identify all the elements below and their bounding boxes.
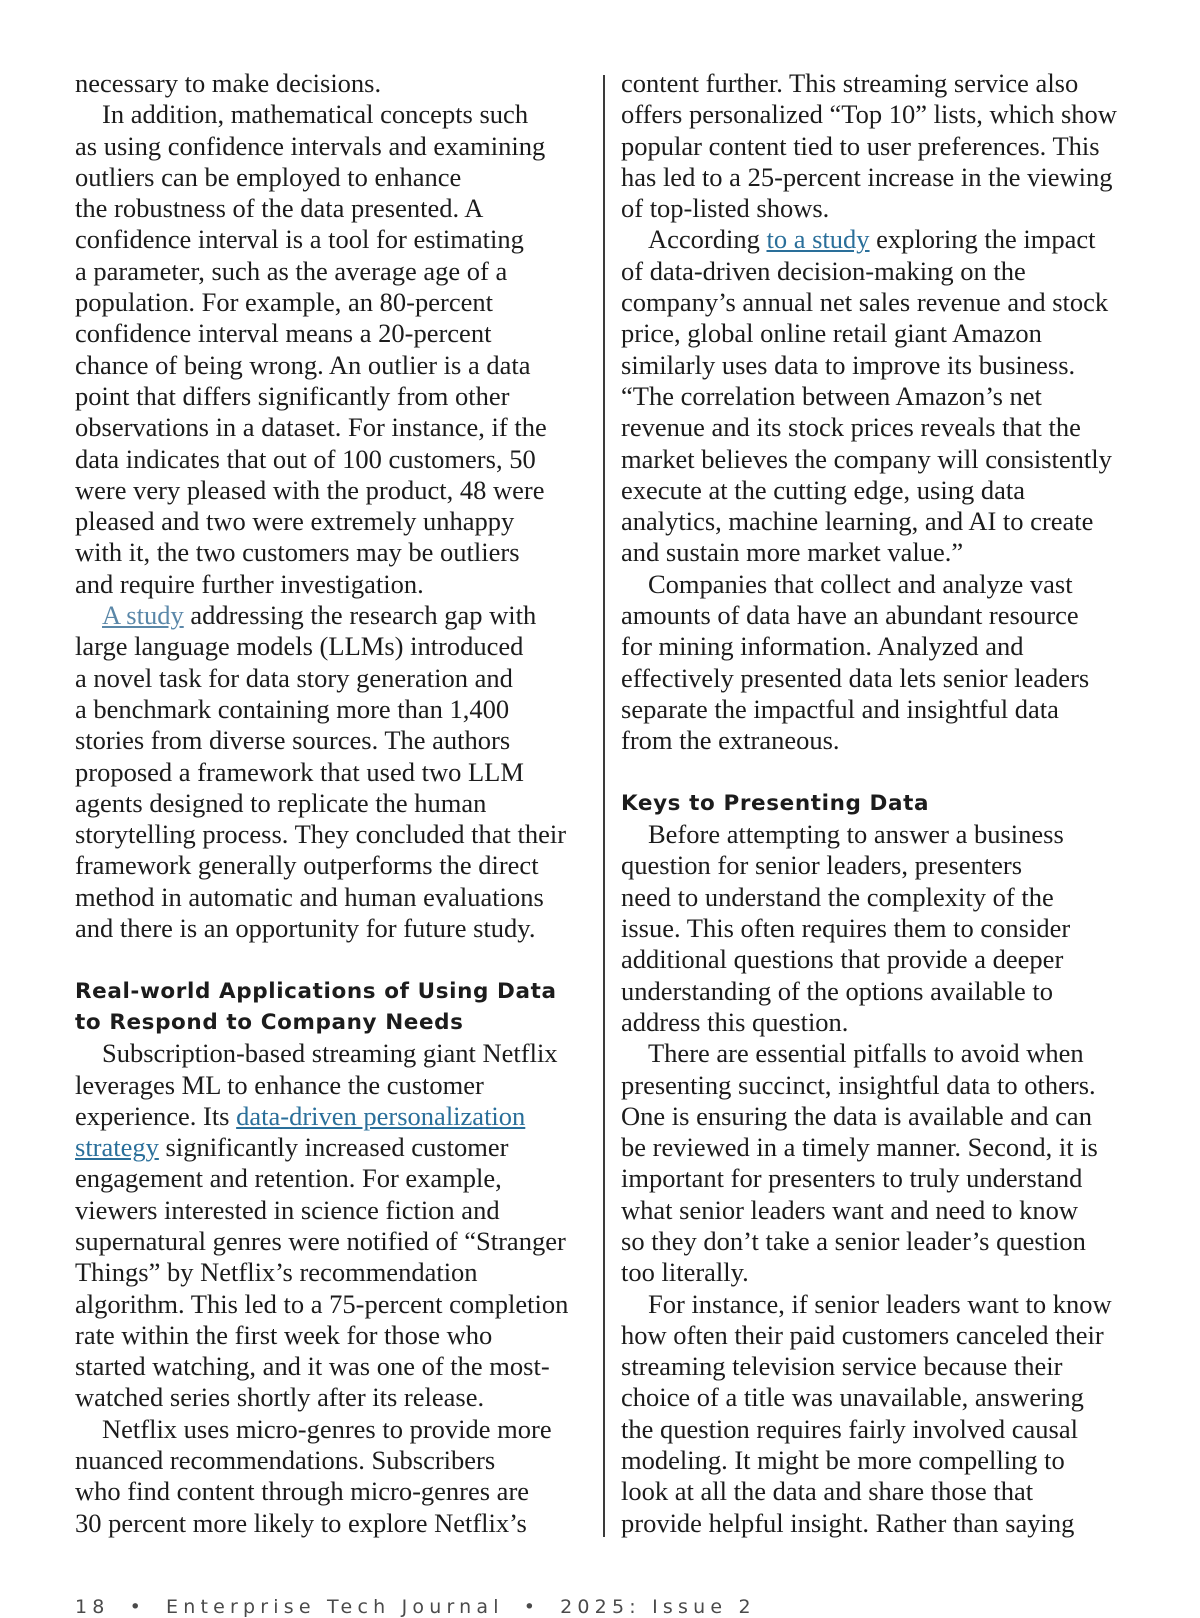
text-line: In addition, mathematical concepts such [102,99,529,130]
text-line: understanding of the options available to [621,975,1053,1006]
text-line: with it, the two customers may be outliers [75,537,520,568]
text-line: important for presenters to truly understand [621,1163,1083,1194]
text-line [75,600,595,631]
text-line: a novel task for data story generation and [75,662,513,693]
issue-label: 2025: Issue 2 [560,1596,756,1618]
text-line: issue. This often requires them to consider [621,913,1071,944]
text-line: stories from diverse sources. The authors [75,725,511,756]
text-line: confidence interval is a tool for estimating [75,224,524,255]
right-column [621,68,1141,1539]
text-line: separate the impactful and insightful data [621,693,1059,724]
text-line: and sustain more market value.” [621,537,964,568]
text-line: chance of being wrong. An outlier is a data [75,349,531,380]
text-line: presenting succinct, insightful data to others. [621,1069,1096,1100]
text-line: company’s annual net sales revenue and stock [621,287,1109,318]
text-line: look at all the data and share those that [621,1476,1034,1507]
text-line: choice of a title was unavailable, answering [621,1382,1084,1413]
text-line: agents designed to replicate the human [75,787,487,818]
text-line: effectively presented data lets senior leaders [621,662,1090,693]
paragraph-spacer [621,757,1141,788]
text-line: provide helpful insight. Rather than saying [621,1507,1075,1538]
text-line: nuanced recommendations. Subscribers [75,1445,496,1476]
page-footer [75,1596,756,1618]
text-line: how often their paid customers canceled their [621,1319,1104,1350]
text-line: has led to a 25-percent increase in the viewing [621,161,1113,192]
footer-separator: • [129,1596,146,1618]
text-line: similarly uses data to improve its business. [621,349,1076,380]
text-line: Subscription-based streaming giant Netflix [102,1038,558,1069]
footer-separator: • [523,1596,541,1618]
text-line: too literally. [621,1257,749,1288]
text-line: a benchmark containing more than 1,400 [75,693,510,724]
text-line: storytelling process. They concluded that their [75,819,567,850]
text-run: exploring the impact [869,224,1096,255]
text-line: algorithm. This led to a 75-percent completion [75,1288,569,1319]
text-line: pleased and two were extremely unhappy [75,506,515,537]
text-line [621,224,1141,255]
text-line: modeling. It might be more compelling to [621,1445,1065,1476]
text-line: question for senior leaders, presenters [621,850,1023,881]
text-line: the question requires fairly involved causal [621,1413,1078,1444]
publication-name: Enterprise Tech Journal [166,1596,504,1618]
text-line: data indicates that out of 100 customers, 50 [75,443,536,474]
text-run: According [648,224,767,255]
text-line: for mining information. Analyzed and [621,631,1024,662]
text-line: watched series shortly after its release. [75,1382,485,1413]
text-line: of data-driven decision-making on the [621,255,1026,286]
text-run: significantly increased customer [158,1132,509,1163]
text-line: supernatural genres were notified of “Stranger [75,1225,566,1256]
inline-link[interactable]: A study [102,600,184,631]
text-line: as using confidence intervals and examining [75,130,546,161]
text-line: market believes the company will consistently [621,443,1112,474]
text-line: so they don’t take a senior leader’s question [621,1225,1086,1256]
paragraph-spacer [75,944,595,975]
text-line: “The correlation between Amazon’s net [621,380,1042,411]
text-line: price, global online retail giant Amazon [621,318,1042,349]
text-line: who find content through micro-genres are [75,1476,530,1507]
text-line: observations in a dataset. For instance, if the [75,412,547,443]
text-line: and there is an opportunity for future study. [75,913,536,944]
text-line: There are essential pitfalls to avoid when [648,1038,1084,1069]
text-line: be reviewed in a timely manner. Second, it is [621,1132,1098,1163]
left-column [75,68,595,1539]
text-line [75,1101,595,1132]
text-line: One is ensuring the data is available and can [621,1100,1092,1131]
text-line: and require further investigation. [75,568,424,599]
text-line: from the extraneous. [621,725,840,756]
text-line: execute at the cutting edge, using data [621,474,1025,505]
section-heading: Real-world Applications of Using Data [75,978,557,1004]
text-line: Before attempting to answer a business [648,819,1064,850]
text-line: leverages ML to enhance the customer [75,1069,484,1100]
text-line: additional questions that provide a deeper [621,944,1064,975]
text-line: streaming television service because their [621,1351,1063,1382]
column-divider [603,75,605,1537]
text-line: proposed a framework that used two LLM [75,756,524,787]
text-line: amounts of data have an abundant resource [621,600,1079,631]
text-line: address this question. [621,1006,849,1037]
text-line: Netflix uses micro-genres to provide more [102,1413,552,1444]
text-line: confidence interval means a 20-percent [75,318,492,349]
text-line: revenue and its stock prices reveals that the [621,412,1081,443]
text-line: what senior leaders want and need to know [621,1194,1078,1225]
inline-link[interactable]: strategy [75,1132,159,1163]
text-line: For instance, if senior leaders want to know [648,1288,1112,1319]
inline-link[interactable]: data-driven personalization [236,1100,526,1131]
text-line: method in automatic and human evaluations [75,881,544,912]
text-line: Things” by Netflix’s recommendation [75,1257,478,1288]
text-line: Companies that collect and analyze vast [648,568,1073,599]
text-line: the robustness of the data presented. A [75,193,484,224]
text-line: point that differs significantly from other [75,380,510,411]
text-line: started watching, and it was one of the most- [75,1351,550,1382]
text-line: rate within the first week for those who [75,1319,493,1350]
text-line: framework generally outperforms the direct [75,850,539,881]
inline-link[interactable]: to a study [766,224,870,255]
text-line: a parameter, such as the average age of a [75,255,508,286]
section-heading: to Respond to Company Needs [75,1009,464,1035]
text-line: outliers can be employed to enhance [75,161,462,192]
text-line: need to understand the complexity of the [621,881,1054,912]
text-line: content further. This streaming service also [621,68,1079,98]
text-line: viewers interested in science fiction and [75,1194,500,1225]
page-number: 18 [75,1596,110,1618]
text-line: engagement and retention. For example, [75,1163,502,1194]
text-line [75,1132,595,1163]
text-line: necessary to make decisions. [75,68,382,98]
text-line: analytics, machine learning, and AI to create [621,506,1094,537]
text-line: were very pleased with the product, 48 were [75,474,545,505]
section-heading: Keys to Presenting Data [621,790,930,816]
text-line: large language models (LLMs) introduced [75,631,524,662]
text-run: addressing the research gap with [183,600,537,631]
text-line: of top-listed shows. [621,193,830,224]
text-line: offers personalized “Top 10” lists, which show [621,99,1117,130]
text-line: popular content tied to user preferences. This [621,130,1100,161]
text-line: population. For example, an 80-percent [75,287,493,318]
text-run: experience. Its [75,1100,237,1131]
text-line: 30 percent more likely to explore Netflix’s [75,1507,527,1538]
